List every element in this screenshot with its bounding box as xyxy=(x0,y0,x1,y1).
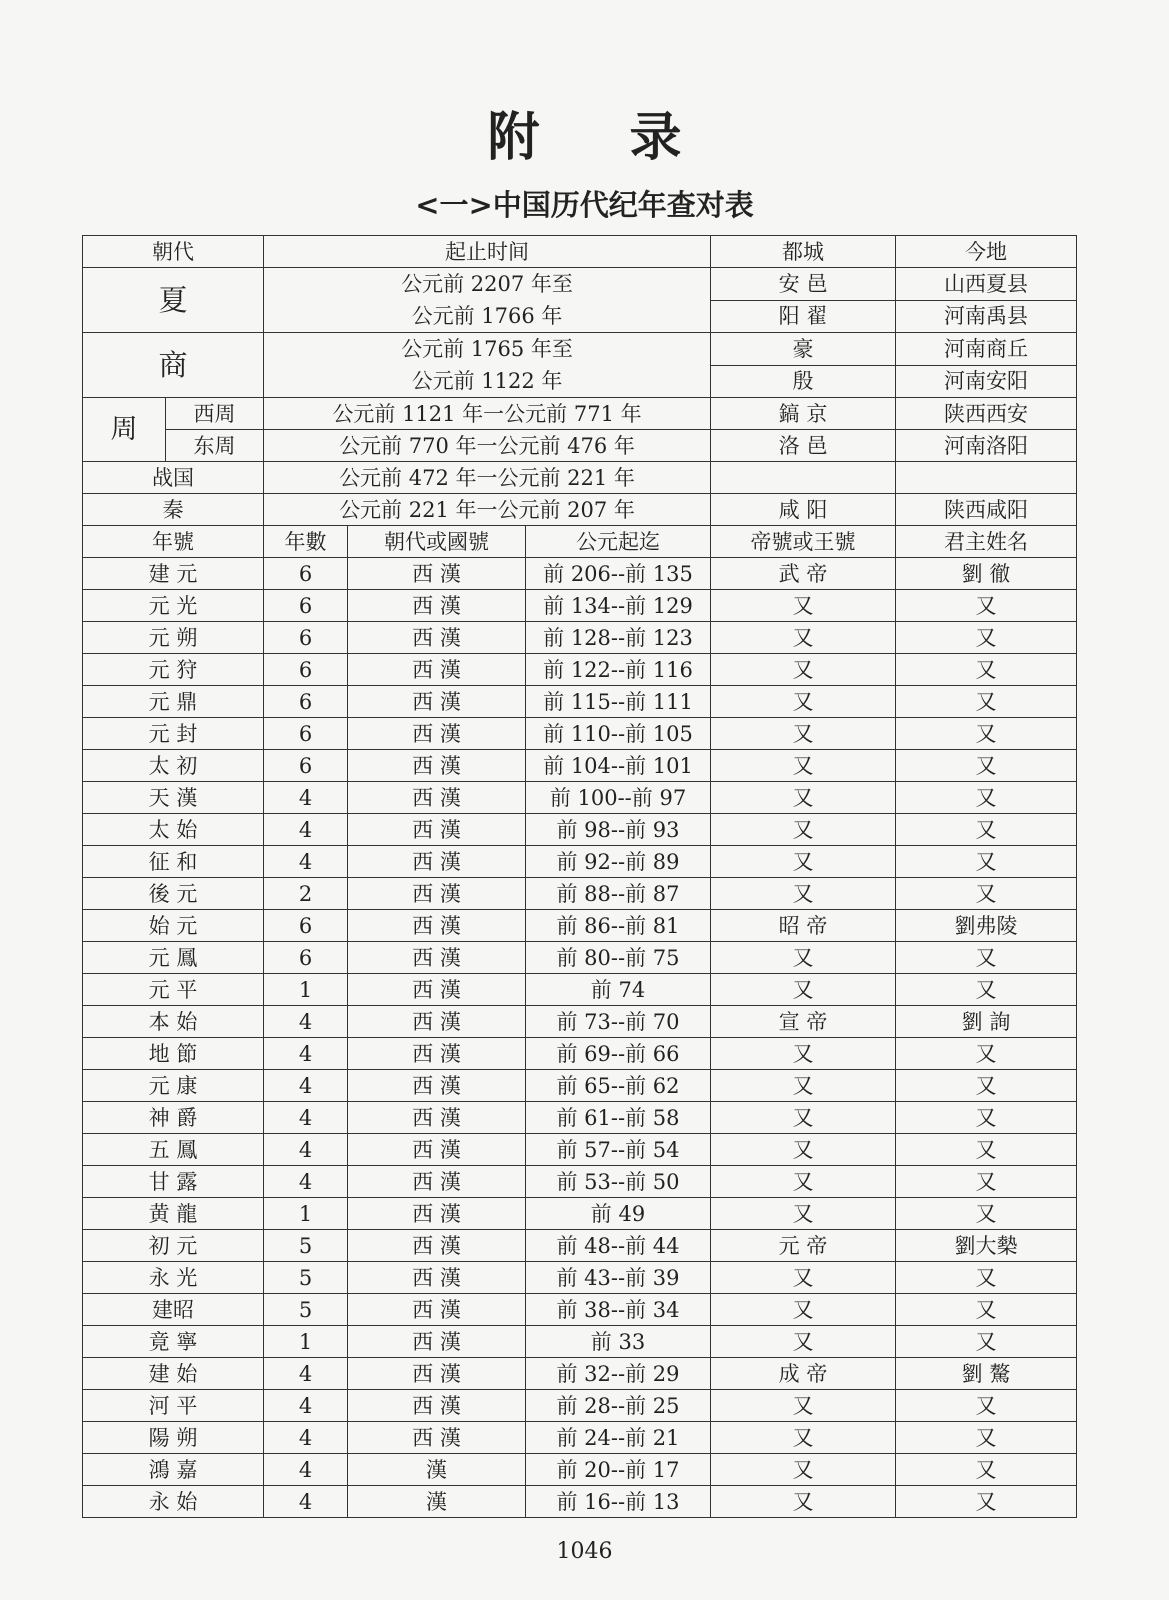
ruler-name: 又 xyxy=(896,1486,1077,1518)
dynasty-cell: 西 漢 xyxy=(348,1006,526,1038)
era-header-cell: 年號 xyxy=(83,526,264,558)
era-years: 1 xyxy=(264,1326,348,1358)
era-years: 1 xyxy=(264,974,348,1006)
table-row xyxy=(83,718,1077,750)
dynasty-cell: 西 漢 xyxy=(348,1358,526,1390)
year-range: 前 16--前 13 xyxy=(526,1486,711,1518)
location-cell: 山西夏县 xyxy=(896,268,1077,301)
era-years: 1 xyxy=(264,1198,348,1230)
emperor-title: 元 帝 xyxy=(711,1230,896,1262)
ruler-name: 又 xyxy=(896,654,1077,686)
year-range: 前 80--前 75 xyxy=(526,942,711,974)
dynasty-row-zhou-west xyxy=(83,398,1077,430)
table-row xyxy=(83,846,1077,878)
dynasty-row-xia xyxy=(83,268,1077,301)
location-cell: 河南安阳 xyxy=(896,365,1077,398)
title-char-1: 附 xyxy=(487,107,540,168)
dynasty-name: 夏 xyxy=(83,268,264,333)
year-range: 前 69--前 66 xyxy=(526,1038,711,1070)
dynasty-cell: 西 漢 xyxy=(348,686,526,718)
era-years: 6 xyxy=(264,558,348,590)
year-range: 前 48--前 44 xyxy=(526,1230,711,1262)
dynasty-cell: 西 漢 xyxy=(348,1070,526,1102)
emperor-title: 又 xyxy=(711,1038,896,1070)
emperor-title: 又 xyxy=(711,1390,896,1422)
emperor-title: 又 xyxy=(711,1198,896,1230)
era-header-cell: 君主姓名 xyxy=(896,526,1077,558)
era-years: 4 xyxy=(264,814,348,846)
dynasty-cell: 西 漢 xyxy=(348,654,526,686)
dynasty-cell: 西 漢 xyxy=(348,1198,526,1230)
ruler-name: 又 xyxy=(896,1390,1077,1422)
dynasty-cell: 西 漢 xyxy=(348,718,526,750)
table-row xyxy=(83,1422,1077,1454)
era-years: 4 xyxy=(264,1486,348,1518)
dynasty-time: 公元前 221 年一公元前 207 年 xyxy=(264,494,711,526)
era-name: 建 始 xyxy=(83,1358,264,1390)
table-row xyxy=(83,1102,1077,1134)
year-range: 前 86--前 81 xyxy=(526,910,711,942)
year-range: 前 122--前 116 xyxy=(526,654,711,686)
era-name: 元 朔 xyxy=(83,622,264,654)
dynasty-cell: 西 漢 xyxy=(348,1422,526,1454)
table-row xyxy=(83,1166,1077,1198)
era-years: 6 xyxy=(264,590,348,622)
page-title xyxy=(0,95,1169,170)
dynasty-time: 公元前 1121 年一公元前 771 年 xyxy=(264,398,711,430)
dynasty-cell: 西 漢 xyxy=(348,846,526,878)
header-cell: 朝代 xyxy=(83,236,264,268)
capital-cell: 豪 xyxy=(711,333,896,366)
era-years: 6 xyxy=(264,942,348,974)
year-range: 前 100--前 97 xyxy=(526,782,711,814)
era-years: 4 xyxy=(264,782,348,814)
capital-cell: 安 邑 xyxy=(711,268,896,301)
year-range: 前 98--前 93 xyxy=(526,814,711,846)
dynasty-row-zhou-east xyxy=(83,430,1077,462)
table-row xyxy=(83,1454,1077,1486)
dynasty-cell: 西 漢 xyxy=(348,942,526,974)
table-row xyxy=(83,1070,1077,1102)
dynasty-cell: 漢 xyxy=(348,1454,526,1486)
year-range: 前 49 xyxy=(526,1198,711,1230)
emperor-title: 又 xyxy=(711,1294,896,1326)
ruler-name: 又 xyxy=(896,718,1077,750)
ruler-name: 又 xyxy=(896,1102,1077,1134)
sub-dynasty-name: 西周 xyxy=(166,398,264,430)
location-cell: 河南洛阳 xyxy=(896,430,1077,462)
era-name: 元 封 xyxy=(83,718,264,750)
year-range: 前 206--前 135 xyxy=(526,558,711,590)
era-name: 地 節 xyxy=(83,1038,264,1070)
ruler-name: 又 xyxy=(896,1422,1077,1454)
capital-cell: 阳 翟 xyxy=(711,300,896,333)
era-years: 6 xyxy=(264,622,348,654)
ruler-name: 又 xyxy=(896,1454,1077,1486)
chronology-table xyxy=(82,235,1077,1518)
table-row xyxy=(83,1262,1077,1294)
table-subtitle: <一>中国历代纪年查对表 xyxy=(415,188,754,222)
ruler-name: 又 xyxy=(896,1134,1077,1166)
emperor-title: 又 xyxy=(711,1070,896,1102)
capital-cell xyxy=(711,462,896,494)
year-range: 前 28--前 25 xyxy=(526,1390,711,1422)
emperor-title: 又 xyxy=(711,654,896,686)
era-years: 4 xyxy=(264,846,348,878)
header-cell: 都城 xyxy=(711,236,896,268)
era-years: 6 xyxy=(264,718,348,750)
ruler-name: 劉弗陵 xyxy=(896,910,1077,942)
emperor-title: 又 xyxy=(711,590,896,622)
dynasty-cell: 西 漢 xyxy=(348,558,526,590)
dynasty-time: 公元前 472 年一公元前 221 年 xyxy=(264,462,711,494)
capital-cell: 洛 邑 xyxy=(711,430,896,462)
emperor-title: 又 xyxy=(711,1134,896,1166)
era-header-cell: 帝號或王號 xyxy=(711,526,896,558)
emperor-title: 成 帝 xyxy=(711,1358,896,1390)
table-row xyxy=(83,654,1077,686)
ruler-name: 劉大槷 xyxy=(896,1230,1077,1262)
era-years: 4 xyxy=(264,1038,348,1070)
emperor-title: 又 xyxy=(711,750,896,782)
era-name: 建昭 xyxy=(83,1294,264,1326)
dynasty-row-shang xyxy=(83,333,1077,366)
year-range: 前 134--前 129 xyxy=(526,590,711,622)
dynasty-name: 秦 xyxy=(83,494,264,526)
ruler-name: 又 xyxy=(896,1294,1077,1326)
era-name: 太 初 xyxy=(83,750,264,782)
title-char-2: 录 xyxy=(629,107,682,168)
era-name: 元 康 xyxy=(83,1070,264,1102)
ruler-name: 又 xyxy=(896,1070,1077,1102)
table-row xyxy=(83,622,1077,654)
era-years: 2 xyxy=(264,878,348,910)
era-name: 後 元 xyxy=(83,878,264,910)
dynasty-cell: 西 漢 xyxy=(348,1262,526,1294)
dynasty-cell: 西 漢 xyxy=(348,1134,526,1166)
header-cell: 起止时间 xyxy=(264,236,711,268)
table-row xyxy=(83,1390,1077,1422)
year-range: 前 24--前 21 xyxy=(526,1422,711,1454)
year-range: 前 128--前 123 xyxy=(526,622,711,654)
table-row xyxy=(83,1486,1077,1518)
location-cell: 河南商丘 xyxy=(896,333,1077,366)
era-name: 始 元 xyxy=(83,910,264,942)
year-range: 前 53--前 50 xyxy=(526,1166,711,1198)
emperor-title: 又 xyxy=(711,814,896,846)
dynasty-time: 公元前 1765 年至 公元前 1122 年 xyxy=(264,333,711,398)
dynasty-cell: 西 漢 xyxy=(348,1230,526,1262)
era-name: 河 平 xyxy=(83,1390,264,1422)
era-years: 4 xyxy=(264,1390,348,1422)
table-body xyxy=(83,236,1077,1518)
dynasty-cell: 西 漢 xyxy=(348,974,526,1006)
era-header-row xyxy=(83,526,1077,558)
ruler-name: 又 xyxy=(896,814,1077,846)
emperor-title: 又 xyxy=(711,718,896,750)
emperor-title: 又 xyxy=(711,1102,896,1134)
table-row xyxy=(83,942,1077,974)
emperor-title: 又 xyxy=(711,622,896,654)
dynasty-time: 公元前 770 年一公元前 476 年 xyxy=(264,430,711,462)
emperor-title: 又 xyxy=(711,878,896,910)
header-cell: 今地 xyxy=(896,236,1077,268)
table-row xyxy=(83,1358,1077,1390)
ruler-name: 又 xyxy=(896,590,1077,622)
era-name: 黄 龍 xyxy=(83,1198,264,1230)
table-row xyxy=(83,1006,1077,1038)
era-name: 神 爵 xyxy=(83,1102,264,1134)
capital-cell: 殷 xyxy=(711,365,896,398)
table-row xyxy=(83,590,1077,622)
era-years: 4 xyxy=(264,1454,348,1486)
era-years: 5 xyxy=(264,1294,348,1326)
era-header-cell: 公元起迄 xyxy=(526,526,711,558)
emperor-title: 又 xyxy=(711,1486,896,1518)
dynasty-cell: 西 漢 xyxy=(348,590,526,622)
table-row xyxy=(83,782,1077,814)
year-range: 前 32--前 29 xyxy=(526,1358,711,1390)
emperor-title: 宣 帝 xyxy=(711,1006,896,1038)
ruler-name: 又 xyxy=(896,686,1077,718)
year-range: 前 115--前 111 xyxy=(526,686,711,718)
era-years: 6 xyxy=(264,654,348,686)
dynasty-cell: 西 漢 xyxy=(348,910,526,942)
table-row xyxy=(83,1230,1077,1262)
location-cell: 陕西咸阳 xyxy=(896,494,1077,526)
table-row xyxy=(83,910,1077,942)
table-row xyxy=(83,878,1077,910)
table-row xyxy=(83,686,1077,718)
dynasty-name: 商 xyxy=(83,333,264,398)
dynasty-cell: 西 漢 xyxy=(348,782,526,814)
table-row xyxy=(83,814,1077,846)
dynasty-cell: 西 漢 xyxy=(348,1102,526,1134)
era-header-cell: 朝代或國號 xyxy=(348,526,526,558)
emperor-title: 又 xyxy=(711,782,896,814)
year-range: 前 92--前 89 xyxy=(526,846,711,878)
year-range: 前 73--前 70 xyxy=(526,1006,711,1038)
table-row xyxy=(83,750,1077,782)
era-name: 永 光 xyxy=(83,1262,264,1294)
emperor-title: 又 xyxy=(711,942,896,974)
dynasty-cell: 西 漢 xyxy=(348,622,526,654)
year-range: 前 74 xyxy=(526,974,711,1006)
dynasty-row-zhanguo xyxy=(83,462,1077,494)
page-number: 1046 xyxy=(556,1539,613,1564)
ruler-name: 劉 驁 xyxy=(896,1358,1077,1390)
dynasty-name: 周 xyxy=(83,398,166,462)
era-name: 初 元 xyxy=(83,1230,264,1262)
era-name: 五 鳳 xyxy=(83,1134,264,1166)
table-row xyxy=(83,1038,1077,1070)
ruler-name: 又 xyxy=(896,750,1077,782)
dynasty-cell: 西 漢 xyxy=(348,1038,526,1070)
dynasty-cell: 西 漢 xyxy=(348,1326,526,1358)
year-range: 前 61--前 58 xyxy=(526,1102,711,1134)
ruler-name: 又 xyxy=(896,1326,1077,1358)
table-row xyxy=(83,1198,1077,1230)
ruler-name: 又 xyxy=(896,782,1077,814)
year-range: 前 57--前 54 xyxy=(526,1134,711,1166)
ruler-name: 又 xyxy=(896,1198,1077,1230)
era-name: 永 始 xyxy=(83,1486,264,1518)
year-range: 前 38--前 34 xyxy=(526,1294,711,1326)
dynasty-header-row xyxy=(83,236,1077,268)
table-row xyxy=(83,1134,1077,1166)
era-name: 元 鼎 xyxy=(83,686,264,718)
era-name: 本 始 xyxy=(83,1006,264,1038)
dynasty-cell: 漢 xyxy=(348,1486,526,1518)
era-years: 6 xyxy=(264,750,348,782)
era-years: 4 xyxy=(264,1134,348,1166)
emperor-title: 又 xyxy=(711,1166,896,1198)
year-range: 前 33 xyxy=(526,1326,711,1358)
year-range: 前 20--前 17 xyxy=(526,1454,711,1486)
table-row xyxy=(83,558,1077,590)
ruler-name: 又 xyxy=(896,974,1077,1006)
year-range: 前 43--前 39 xyxy=(526,1262,711,1294)
ruler-name: 又 xyxy=(896,1038,1077,1070)
ruler-name: 又 xyxy=(896,878,1077,910)
era-name: 元 平 xyxy=(83,974,264,1006)
ruler-name: 又 xyxy=(896,622,1077,654)
emperor-title: 又 xyxy=(711,1326,896,1358)
year-range: 前 110--前 105 xyxy=(526,718,711,750)
era-name: 陽 朔 xyxy=(83,1422,264,1454)
era-years: 4 xyxy=(264,1422,348,1454)
location-cell: 河南禹县 xyxy=(896,300,1077,333)
emperor-title: 又 xyxy=(711,974,896,1006)
dynasty-time: 公元前 2207 年至 公元前 1766 年 xyxy=(264,268,711,333)
location-cell xyxy=(896,462,1077,494)
year-range: 前 88--前 87 xyxy=(526,878,711,910)
ruler-name: 又 xyxy=(896,846,1077,878)
ruler-name: 又 xyxy=(896,1166,1077,1198)
table-row xyxy=(83,1326,1077,1358)
year-range: 前 65--前 62 xyxy=(526,1070,711,1102)
emperor-title: 又 xyxy=(711,1262,896,1294)
era-name: 天 漢 xyxy=(83,782,264,814)
emperor-title: 昭 帝 xyxy=(711,910,896,942)
era-name: 建 元 xyxy=(83,558,264,590)
emperor-title: 又 xyxy=(711,846,896,878)
era-years: 4 xyxy=(264,1166,348,1198)
emperor-title: 又 xyxy=(711,686,896,718)
era-name: 元 狩 xyxy=(83,654,264,686)
era-name: 元 光 xyxy=(83,590,264,622)
ruler-name: 又 xyxy=(896,942,1077,974)
era-name: 竟 寧 xyxy=(83,1326,264,1358)
dynasty-cell: 西 漢 xyxy=(348,814,526,846)
emperor-title: 武 帝 xyxy=(711,558,896,590)
ruler-name: 劉 詢 xyxy=(896,1006,1077,1038)
dynasty-name: 战国 xyxy=(83,462,264,494)
era-name: 鴻 嘉 xyxy=(83,1454,264,1486)
capital-cell: 咸 阳 xyxy=(711,494,896,526)
era-years: 4 xyxy=(264,1102,348,1134)
era-header-cell: 年數 xyxy=(264,526,348,558)
dynasty-cell: 西 漢 xyxy=(348,1390,526,1422)
dynasty-cell: 西 漢 xyxy=(348,878,526,910)
era-name: 甘 露 xyxy=(83,1166,264,1198)
dynasty-cell: 西 漢 xyxy=(348,750,526,782)
era-name: 征 和 xyxy=(83,846,264,878)
era-years: 5 xyxy=(264,1262,348,1294)
emperor-title: 又 xyxy=(711,1422,896,1454)
table-row xyxy=(83,1294,1077,1326)
dynasty-cell: 西 漢 xyxy=(348,1166,526,1198)
era-years: 4 xyxy=(264,1070,348,1102)
capital-cell: 鎬 京 xyxy=(711,398,896,430)
dynasty-cell: 西 漢 xyxy=(348,1294,526,1326)
era-years: 5 xyxy=(264,1230,348,1262)
emperor-title: 又 xyxy=(711,1454,896,1486)
dynasty-row-qin xyxy=(83,494,1077,526)
ruler-name: 劉 徹 xyxy=(896,558,1077,590)
table-row xyxy=(83,974,1077,1006)
era-years: 4 xyxy=(264,1006,348,1038)
year-range: 前 104--前 101 xyxy=(526,750,711,782)
sub-dynasty-name: 东周 xyxy=(166,430,264,462)
era-years: 6 xyxy=(264,910,348,942)
era-years: 6 xyxy=(264,686,348,718)
era-name: 元 鳳 xyxy=(83,942,264,974)
location-cell: 陕西西安 xyxy=(896,398,1077,430)
ruler-name: 又 xyxy=(896,1262,1077,1294)
era-years: 4 xyxy=(264,1358,348,1390)
era-name: 太 始 xyxy=(83,814,264,846)
